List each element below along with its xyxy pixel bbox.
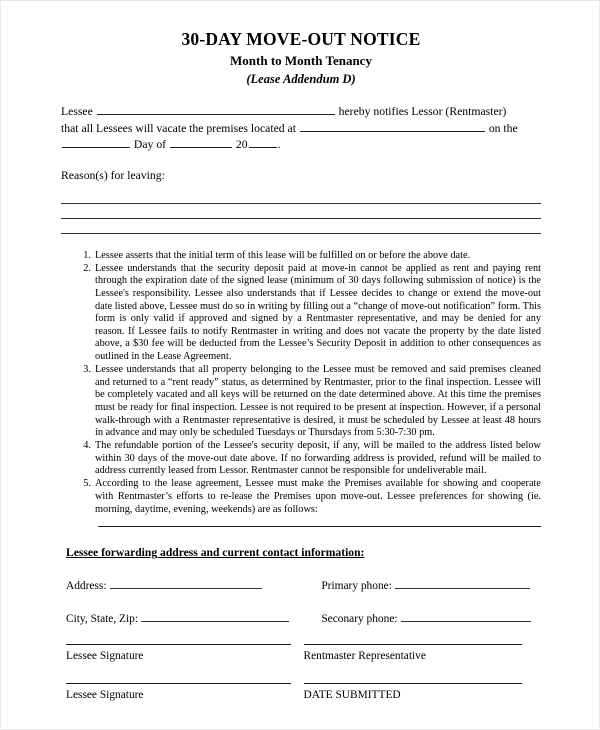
document-subtitle: Month to Month Tenancy (230, 52, 372, 68)
month-field[interactable] (170, 136, 232, 148)
lessee-signature-line-1[interactable] (66, 643, 291, 645)
clause-list (61, 250, 541, 516)
forwarding-section-heading: Lessee forwarding address and current contact information: (66, 546, 365, 560)
lessee-label: Lessee (61, 105, 93, 119)
document-addendum: (Lease Addendum D) (246, 71, 356, 86)
clause-number: 3. (83, 364, 91, 376)
list-item (61, 440, 541, 478)
signature-section (61, 643, 541, 701)
signature-row (66, 643, 541, 662)
secondary-phone-label: Seconary phone: (321, 613, 398, 626)
lessee-signature-block-1 (66, 643, 304, 662)
day-field[interactable] (62, 136, 130, 148)
list-item (61, 250, 541, 263)
rentmaster-representative-line[interactable] (304, 643, 522, 645)
clause-text: Lessee understands that all property belonging to the Lessee must be removed and said premises cleaned and returned to a “rent ready” status, as determined by Rentmaster, prior to the final inspection. Lessee will be completely vacated and all keys will be returned on the date determined above. At this time the premises must be ready for final inspection. Lessee is not required to be present at inspection. However, if a personal walk-through with a Rentmaster representative is desired, it must be scheduled by Lessee at least 48 hours in advance and may only be scheduled Tuesdays or Thursdays from 5:30-7:30 pm. (95, 364, 541, 439)
year-prefix: 20 (235, 138, 248, 152)
intro-line-3 (61, 136, 541, 153)
year-field[interactable] (249, 136, 277, 148)
lessee-signature-label-2: Lessee Signature (66, 689, 144, 702)
period-mark: . (277, 138, 281, 152)
city-state-zip-input[interactable] (141, 610, 289, 622)
lessee-signature-label-1: Lessee Signature (66, 650, 144, 663)
address-group (66, 577, 321, 592)
clause-text: The refundable portion of the Lessee's security deposit, if any, will be mailed to the address listed below within 30 days of the move-out date above. If no forwarding address is provided, refund will be mailed to address currently leased from Lessor. Rentmaster cannot be responsible for undeliverable mail. (95, 440, 541, 477)
address-input[interactable] (110, 577, 262, 589)
city-state-zip-group (66, 610, 321, 625)
premises-address-field[interactable] (300, 120, 485, 132)
reasons-label: Reason(s) for leaving: (61, 168, 165, 182)
document-header (61, 1, 541, 87)
list-item (61, 478, 541, 516)
list-item (61, 364, 541, 440)
primary-phone-input[interactable] (395, 577, 530, 589)
date-submitted-line[interactable] (304, 682, 522, 684)
page-title: 30-DAY MOVE-OUT NOTICE (181, 29, 421, 49)
contact-information-section (61, 577, 541, 625)
rentmaster-representative-label: Rentmaster Representative (303, 650, 426, 663)
reasons-write-in-area[interactable] (61, 189, 541, 234)
clause-number: 2. (83, 262, 91, 274)
day-of-text: Day of (133, 138, 167, 152)
contact-row (66, 577, 541, 592)
intro-paragraph (61, 103, 541, 153)
clause-text: According to the lease agreement, Lessee must make the Premises available for showing and cooperate with Rentmaster’s efforts to re-lease the Premises upon move-out. Lessee preferences for showing (ie. morning, daytime, evening, weekends) are as follows: (95, 478, 541, 515)
on-the-text: on the (488, 121, 518, 135)
reason-line[interactable] (61, 189, 541, 204)
date-submitted-label: DATE SUBMITTED (303, 689, 401, 702)
secondary-phone-input[interactable] (401, 610, 531, 622)
document-sheet (61, 1, 541, 721)
clause-number: 5. (83, 478, 91, 490)
clause-text: Lessee understands that the security deposit paid at move-in cannot be applied as rent and paying rent through the expiration date of the signed lease (minimum of 30 days following submission of notice) is the Lessee's responsibility. Lessee also understands that if Lessee decides to change or extend the move-out date listed above, Lessee must do so in writing by filling out a “change of move-out notification” form. This form is only valid if approved and signed by a Rentmaster representative, and may be denied for any reason. If Lessee fails to notify Rentmaster in writing and does not vacate the property by the date listed above, a $30 fee will be deducted from the Lessee’s Security Deposit in addition to other consequences as outlined in the Lease Agreement. (95, 262, 541, 363)
list-item (61, 263, 541, 364)
lessee-signature-line-2[interactable] (66, 682, 291, 684)
rentmaster-representative-block (304, 643, 542, 662)
reason-line[interactable] (61, 219, 541, 234)
primary-phone-label: Primary phone: (321, 580, 392, 593)
intro-line-2 (61, 120, 541, 137)
lessee-signature-block-2 (66, 682, 304, 701)
city-state-zip-label: City, State, Zip: (66, 613, 139, 626)
clause-text: Lessee asserts that the initial term of this lease will be fulfilled on or before the above date. (95, 249, 471, 261)
notifies-text: hereby notifies Lessor (Rentmaster) (338, 105, 507, 119)
intro-line-1 (61, 103, 541, 120)
lessee-name-field[interactable] (97, 103, 335, 115)
vacate-text: that all Lessees will vacate the premises located at (61, 121, 296, 135)
showing-preference-field[interactable] (98, 525, 541, 527)
date-submitted-block (304, 682, 542, 701)
reason-line[interactable] (61, 204, 541, 219)
signature-row (66, 682, 541, 701)
clause-number: 4. (83, 440, 91, 452)
contact-row (66, 610, 541, 625)
address-label: Address: (66, 580, 107, 593)
clause-number: 1. (83, 249, 91, 261)
secondary-phone-group (321, 610, 541, 625)
primary-phone-group (321, 577, 541, 592)
